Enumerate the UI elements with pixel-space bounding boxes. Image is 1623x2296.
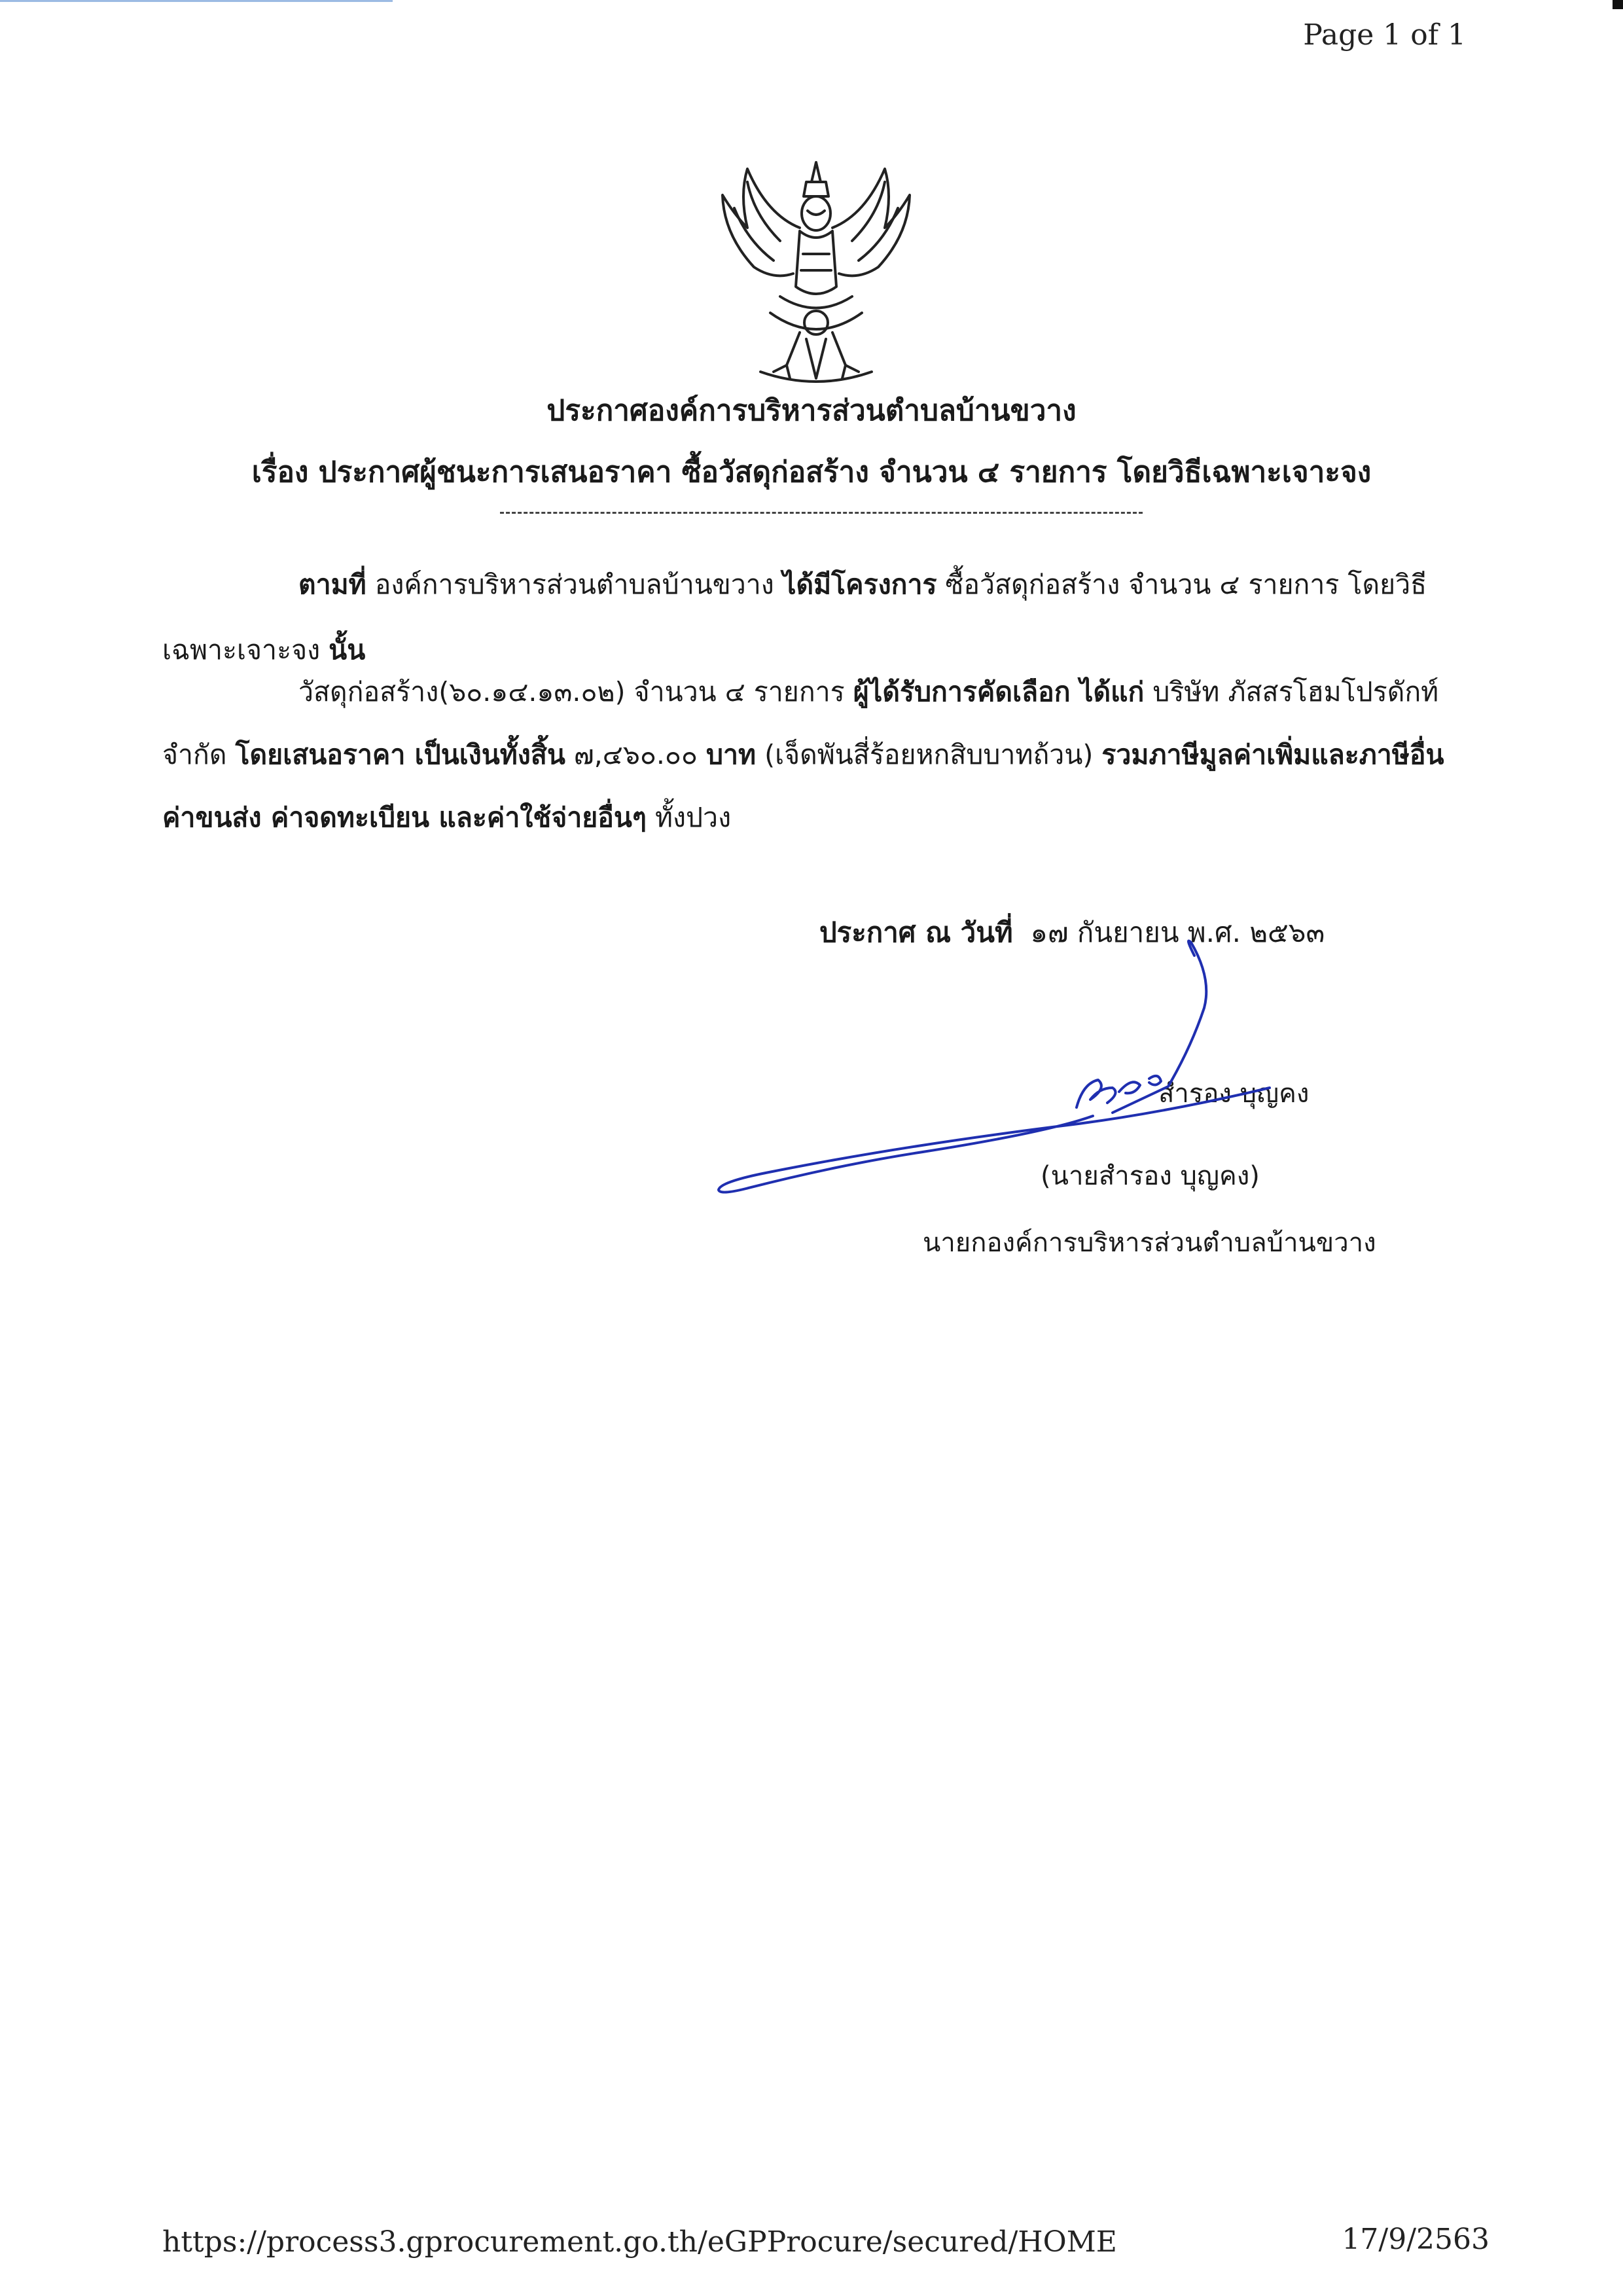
signatory-position: นายกองค์การบริหารส่วนตำบลบ้านขวาง bbox=[923, 1228, 1376, 1258]
scan-edge-mark bbox=[0, 0, 393, 2]
p1-bold: ได้มีโครงการ bbox=[782, 569, 937, 600]
p1-line2-bold: นั้น bbox=[329, 634, 366, 666]
p1-rest: ซื้อวัสดุก่อสร้าง จำนวน ๔ รายการ โดยวิธี bbox=[936, 569, 1427, 600]
p2-line2-a: จำกัด bbox=[162, 739, 236, 770]
p2-bold1: ผู้ได้รับการคัดเลือก ได้แก่ bbox=[853, 676, 1145, 708]
scan-corner-mark bbox=[1613, 0, 1623, 9]
p2-text: วัสดุก่อสร้าง(๖๐.๑๔.๑๓.๐๒) จำนวน ๔ รายการ bbox=[298, 676, 853, 708]
signed-name: สำรอง บุญคง bbox=[1158, 1079, 1310, 1109]
p2-line2-bold-c: รวมภาษีมูลค่าเพิ่มและภาษีอื่น bbox=[1101, 739, 1444, 770]
date-value: ๑๗ กันยายน พ.ศ. ๒๕๖๓ bbox=[1030, 916, 1325, 948]
signatory-full-name: (นายสำรอง บุญคง) bbox=[1041, 1161, 1260, 1191]
garuda-emblem-icon bbox=[708, 156, 924, 391]
paragraph-1-line-2 bbox=[162, 627, 365, 673]
paragraph-2-line-3 bbox=[162, 795, 731, 840]
footer-date: 17/9/2563 bbox=[1342, 2223, 1489, 2256]
announcement-subject: เรื่อง ประกาศผู้ชนะการเสนอราคา ซื้อวัสดุก่อสร้าง จำนวน ๔ รายการ โดยวิธีเฉพาะเจาะจง bbox=[251, 456, 1372, 489]
handwritten-signature bbox=[707, 916, 1309, 1217]
dashed-divider bbox=[500, 512, 1143, 514]
p1-lead: ตามที่ bbox=[298, 569, 366, 600]
p2-line2-c: (เจ็ดพันสี่ร้อยหกสิบบาทถ้วน) bbox=[756, 739, 1102, 770]
p2-line2-bold-a: โดยเสนอราคา เป็นเงินทั้งสิ้น bbox=[235, 739, 565, 770]
paragraph-1-line-1 bbox=[298, 562, 1427, 607]
p2-line3-bold: ค่าขนส่ง ค่าจดทะเบียน และค่าใช้จ่ายอื่นๆ bbox=[162, 802, 647, 833]
page-number: Page 1 of 1 bbox=[1303, 18, 1466, 52]
announcement-title: ประกาศองค์การบริหารส่วนตำบลบ้านขวาง bbox=[546, 394, 1077, 427]
p2-text2: บริษัท ภัสสรโฮมโปรดักท์ bbox=[1144, 676, 1439, 708]
p2-line2-bold-b: บาท bbox=[705, 739, 757, 770]
p1-line2: เฉพาะเจาะจง bbox=[162, 634, 329, 666]
p2-line2-b: ๗,๔๖๐.๐๐ bbox=[565, 739, 706, 770]
p1-text: องค์การบริหารส่วนตำบลบ้านขวาง bbox=[366, 569, 783, 600]
date-label: ประกาศ ณ วันที่ bbox=[819, 916, 1013, 948]
paragraph-2-line-2 bbox=[162, 732, 1444, 778]
paragraph-2-line-1 bbox=[298, 669, 1438, 715]
p2-line3: ทั้งปวง bbox=[646, 802, 732, 833]
footer-url: https://process3.gprocurement.go.th/eGPProcure/secured/HOME bbox=[162, 2225, 1117, 2259]
